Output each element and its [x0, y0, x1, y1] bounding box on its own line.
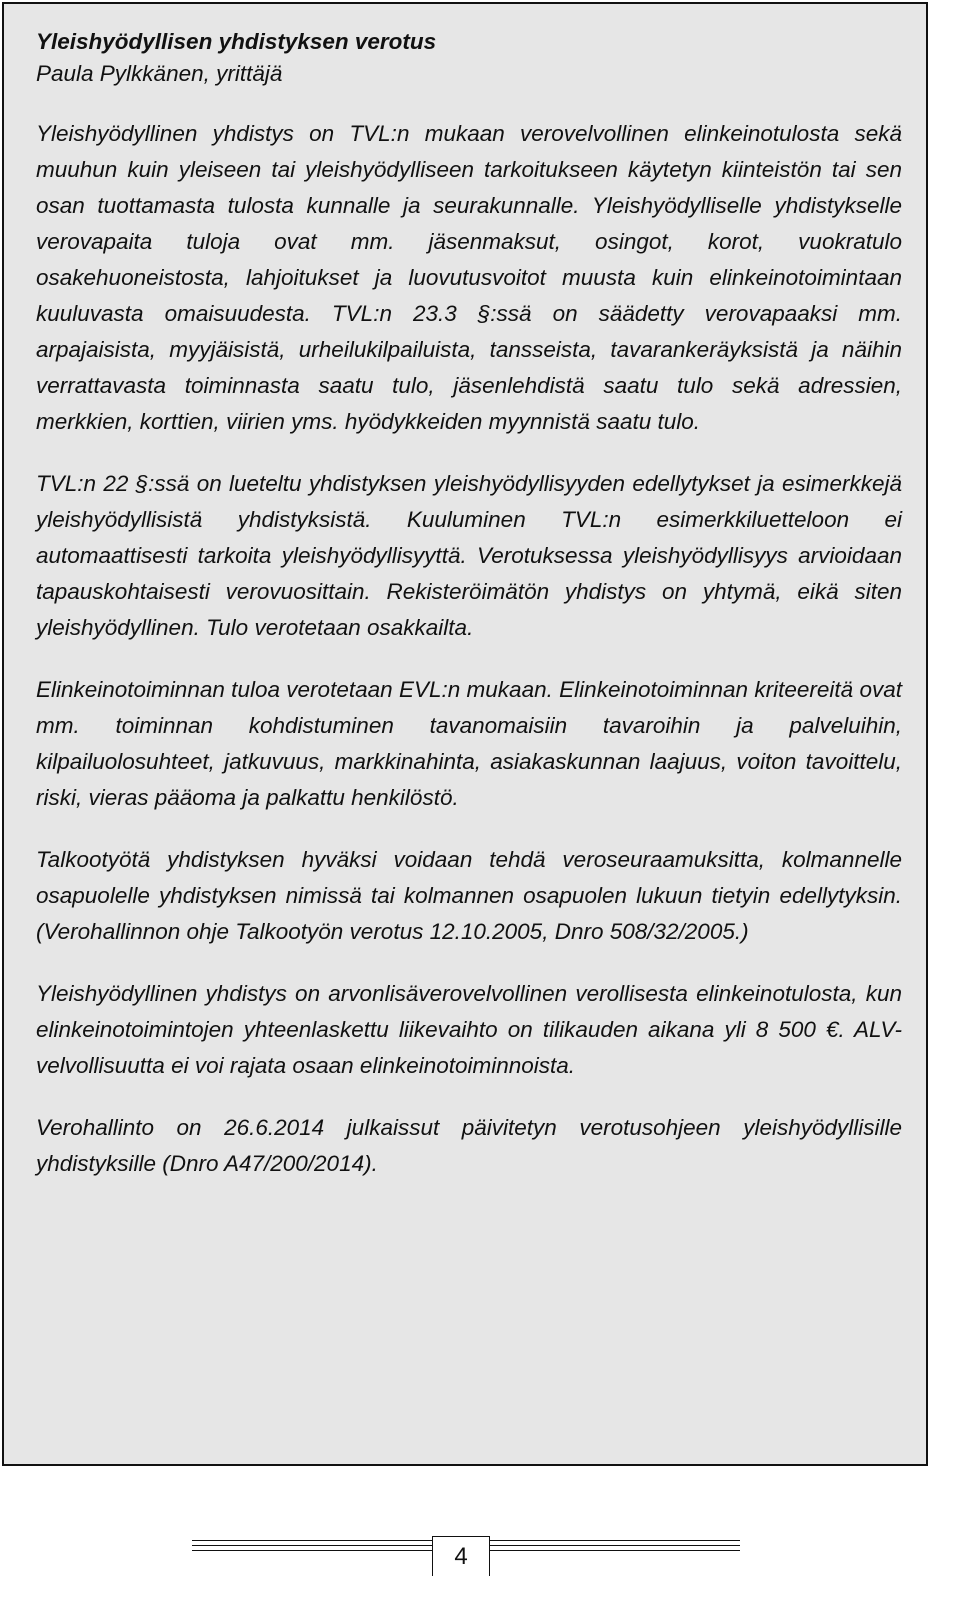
paragraph-tax-liability: Yleishyödyllinen yhdistys on TVL:n mukaan verovelvollinen elinkeinotulosta sekä muuhun kuin yleiseen tai yleishyödylliseen tarkoitukseen käytetyn kiinteistön tai sen osan tuottamasta tulosta kunnalle ja seurakunnalle. Yleishyödylliselle yhdistykselle verovapaita tuloja ovat mm. jäsenmaksut, osingot, korot, vuokratulo osakehuoneistosta, lahjoitukset ja luovutusvoitot muusta kuin elinkeinotoimintaan kuuluvasta omaisuudesta. TVL:n 23.3 §:ssä on säädetty verovapaaksi mm. arpajaisista, myyjäisistä, urheilukilpailuista, tansseista, tavarankeräyksistä ja näihin verrattavasta toiminnasta saatu tulo, jäsenlehdistä saatu tulo sekä adressien, merkkien, korttien, viirien yms. hyödykkeiden myynnistä saatu tulo.	[36, 121, 902, 434]
article-content	[36, 26, 902, 1208]
paragraph-vat: Yleishyödyllinen yhdistys on arvonlisäverovelvollinen verollisesta elinkeinotulosta, kun elinkeinotoimintojen yhteenlaskettu liikevaihto on tilikauden aikana yli 8 500 €. ALV-velvollisuutta ei voi rajata osaan elinkeinotoiminnoista.	[36, 981, 902, 1078]
page-footer	[192, 1524, 740, 1574]
article-box	[2, 2, 928, 1466]
page-number: 4	[432, 1536, 490, 1576]
paragraph-volunteer-work: Talkootyötä yhdistyksen hyväksi voidaan tehdä veroseuraamuksitta, kolmannelle osapuolelle yhdistyksen nimissä tai kolmannen osapuolen lukuun tietyin edellytyksin. (Verohallinnon ohje Talkootyön verotus 12.10.2005, Dnro 508/32/2005.)	[36, 847, 902, 944]
paragraph-public-benefit-criteria: TVL:n 22 §:ssä on lueteltu yhdistyksen yleishyödyllisyyden edellytykset ja esimerkkejä yleishyödyllisistä yhdistyksistä. Kuuluminen TVL:n esimerkkiluetteloon ei automaattisesti tarkoita yleishyödyllisyyttä. Verotuksessa yleishyödyllisyys arvioidaan tapauskohtaisesti verovuosittain. Rekisteröimätön yhdistys on yhtymä, eikä siten yleishyödyllinen. Tulo verotetaan osakkailta.	[36, 471, 902, 640]
paragraph-business-income: Elinkeinotoiminnan tuloa verotetaan EVL:n mukaan. Elinkeinotoiminnan kriteereitä ovat mm. toiminnan kohdistuminen tavanomaisiin tavaroihin ja palveluihin, kilpailuolosuhteet, jatkuvuus, markkinahinta, asiakaskunnan laajuus, voiton tavoittelu, riski, vieras pääoma ja palkattu henkilöstö.	[36, 677, 902, 810]
article-title: Yleishyödyllisen yhdistyksen verotus	[36, 29, 437, 54]
paragraph-guideline: Verohallinto on 26.6.2014 julkaissut päivitetyn verotusohjeen yleishyödyllisille yhdistyksille (Dnro A47/200/2014).	[36, 1115, 902, 1176]
article-author: Paula Pylkkänen, yrittäjä	[36, 61, 283, 86]
